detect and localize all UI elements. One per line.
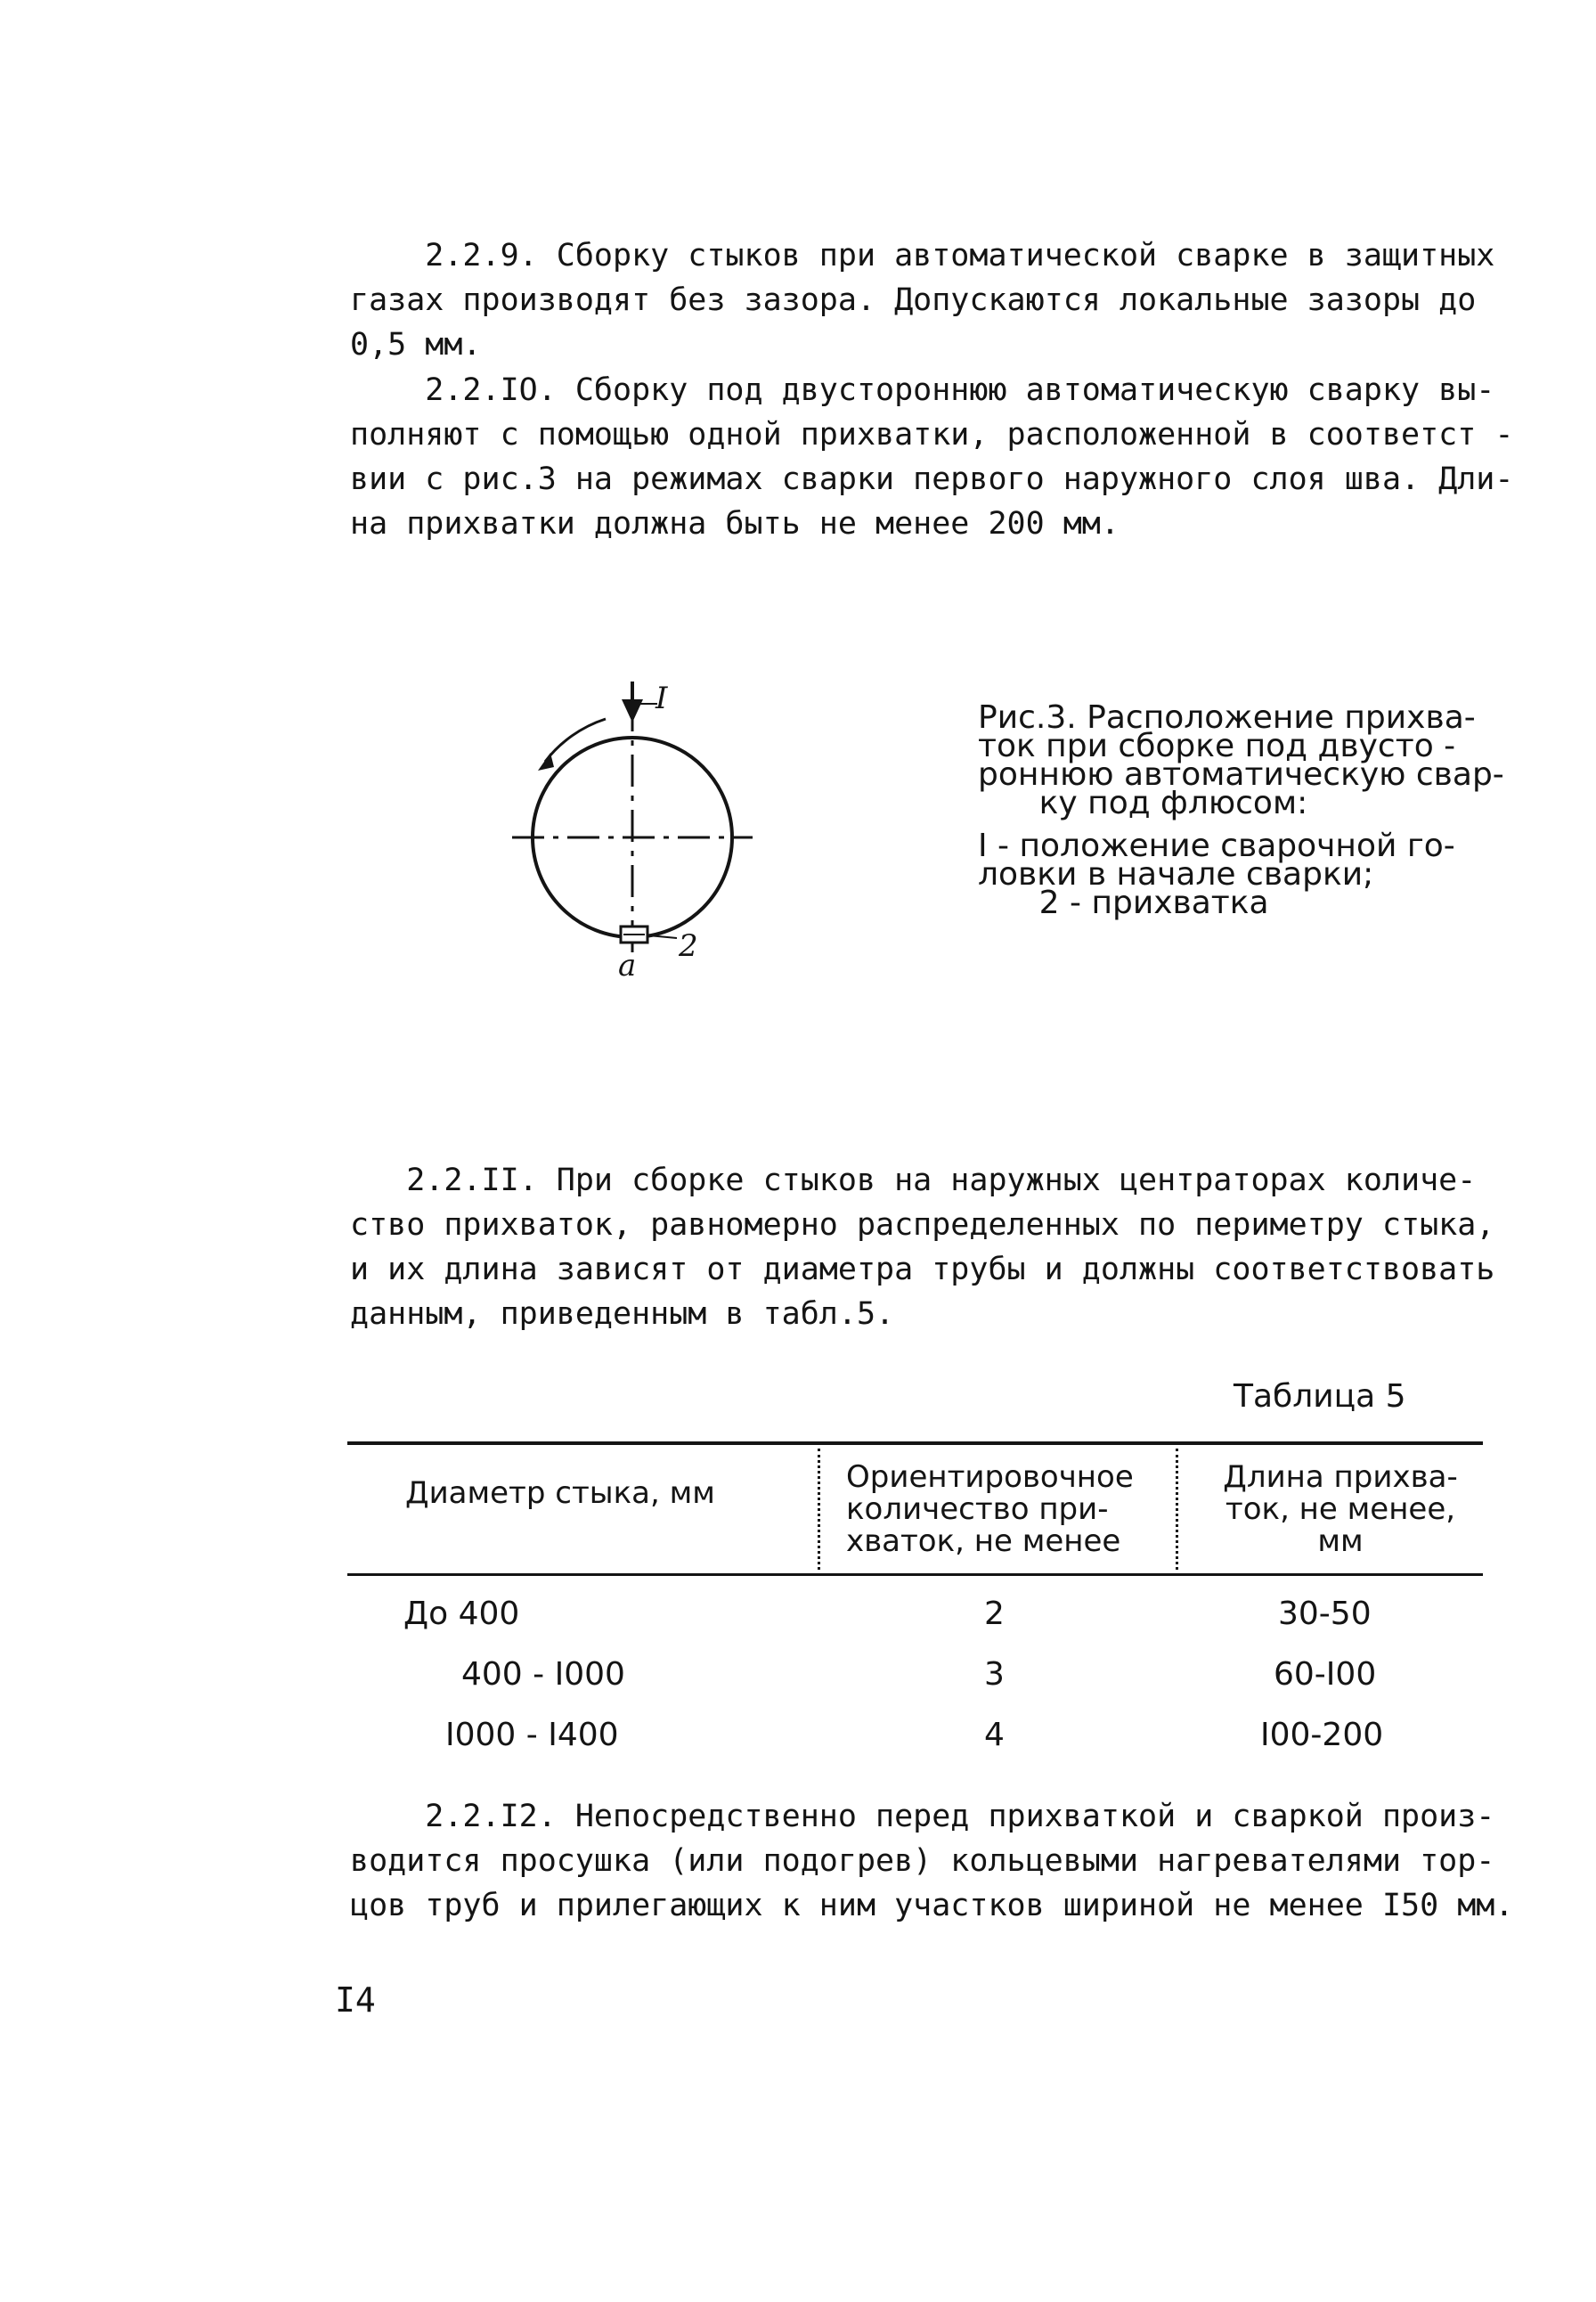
- header-count: [846, 1461, 1134, 1557]
- text-line: 2.2.IO. Сборку под двустороннюю автоматическую сварку вы-: [350, 372, 1495, 408]
- table-5: [347, 1441, 1483, 1762]
- legend-line: I - положение сварочной го-: [978, 828, 1455, 864]
- caption-line: ку под флюсом:: [978, 785, 1308, 821]
- table-title: Таблица 5: [1234, 1378, 1406, 1415]
- text-line: ство прихваток, равномерно распределенных по периметру стыка,: [350, 1207, 1495, 1243]
- text-line: 0,5 мм.: [350, 327, 482, 363]
- cell-count: 3: [984, 1656, 1005, 1693]
- paragraph-2-2-11: [350, 1158, 1508, 1336]
- text-line: 2.2.II. При сборке стыков на наружных центраторах количе-: [350, 1163, 1477, 1198]
- text-line: вии с рис.3 на режимах сварки первого наружного слоя шва. Дли-: [350, 461, 1514, 497]
- cell-length: 60-I00: [1274, 1656, 1377, 1693]
- table-top-rule: [347, 1441, 1483, 1445]
- paragraph-2-2-9: [350, 233, 1508, 367]
- label-2: 2: [679, 928, 698, 964]
- cell-diameter: 400 - I000: [461, 1656, 625, 1693]
- welding-head-arrowhead: [622, 699, 643, 722]
- caption-line: Рис.3. Расположение прихва-: [978, 699, 1476, 736]
- text-line: на прихватки должна быть не менее 200 мм.: [350, 506, 1120, 542]
- page-number: I4: [335, 1980, 376, 2020]
- column-separator: [1176, 1449, 1178, 1570]
- header-text: мм: [1317, 1523, 1364, 1559]
- cell-length: I00-200: [1260, 1717, 1384, 1753]
- text-line: газах производят без зазора. Допускаются локальные зазоры до: [350, 282, 1477, 318]
- header-text: Длина прихва-: [1223, 1459, 1458, 1495]
- text-line: цов труб и прилегающих к ним участков шириной не менее I50 мм.: [350, 1888, 1514, 1923]
- pipe-joint-drawing: [499, 664, 766, 984]
- legend-line: ловки в начале сварки;: [978, 856, 1374, 893]
- legend-line: 2 - прихватка: [978, 885, 1269, 921]
- caption-line: ток при сборке под двусто -: [978, 728, 1456, 764]
- column-separator: [818, 1449, 820, 1570]
- header-text: Диаметр стыка, мм: [405, 1475, 715, 1511]
- caption-line: роннюю автоматическую свар-: [978, 756, 1504, 793]
- text-line: данным, приведенным в табл.5.: [350, 1296, 895, 1332]
- cell-count: 2: [984, 1596, 1005, 1632]
- header-text: Ориентировочное: [846, 1459, 1134, 1495]
- text-line: водится просушка (или подогрев) кольцевыми нагревателями тор-: [350, 1843, 1495, 1879]
- cell-diameter: I000 - I400: [445, 1717, 619, 1753]
- text-line: 2.2.I2. Непосредственно перед прихваткой и сваркой произ-: [350, 1799, 1495, 1834]
- figure-3-caption: [978, 699, 1512, 921]
- paragraph-2-2-10: [350, 368, 1514, 546]
- header-diameter: [405, 1477, 715, 1509]
- header-length: [1198, 1461, 1483, 1557]
- cell-count: 4: [984, 1717, 1005, 1753]
- header-text: хваток, не менее: [846, 1523, 1121, 1559]
- paragraph-2-2-12: [350, 1794, 1514, 1928]
- header-text: ток, не менее,: [1225, 1491, 1456, 1527]
- text-line: полняют с помощью одной прихватки, расположенной в соответст -: [350, 417, 1514, 453]
- label-1: I: [656, 681, 668, 716]
- text-line: 2.2.9. Сборку стыков при автоматической сварке в защитных: [350, 238, 1495, 273]
- text-line: и их длина зависят от диаметра трубы и должны соответствовать: [350, 1252, 1495, 1287]
- header-text: количество при-: [846, 1491, 1109, 1527]
- cell-length: 30-50: [1278, 1596, 1372, 1632]
- label-a: a: [618, 948, 637, 984]
- cell-diameter: До 400: [403, 1596, 520, 1632]
- table-header-rule: [347, 1573, 1483, 1576]
- figure-3-diagram: [499, 664, 766, 984]
